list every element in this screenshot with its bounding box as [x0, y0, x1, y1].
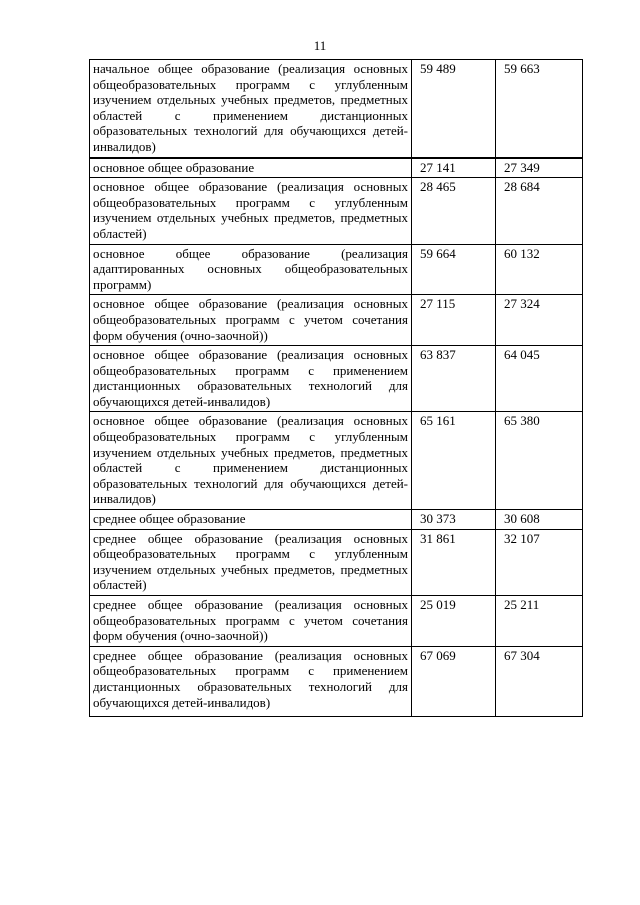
- table-body: [90, 60, 583, 717]
- row-value-1: 27 141: [412, 158, 496, 178]
- row-value-1: 27 115: [412, 295, 496, 346]
- row-value-1: 59 489: [412, 60, 496, 158]
- row-description: среднее общее образование (реализация основных общеобразовательных программ с применением дистанционных образовательных технологий для обучающихся детей-инвалидов): [90, 646, 412, 716]
- row-value-1: 67 069: [412, 646, 496, 716]
- row-value-1: 63 837: [412, 346, 496, 412]
- row-value-2: 32 107: [496, 529, 583, 595]
- row-value-1: 30 373: [412, 510, 496, 530]
- table-row: [90, 158, 583, 178]
- table-row: [90, 346, 583, 412]
- row-value-1: 31 861: [412, 529, 496, 595]
- row-value-1: 25 019: [412, 596, 496, 647]
- row-value-1: 28 465: [412, 178, 496, 244]
- table-row: [90, 412, 583, 510]
- row-description: среднее общее образование (реализация основных общеобразовательных программ с углубленным изучением отдельных учебных предметов, предметных областей): [90, 529, 412, 595]
- row-value-2: 64 045: [496, 346, 583, 412]
- row-value-1: 65 161: [412, 412, 496, 510]
- table-row: [90, 178, 583, 244]
- table-row: [90, 244, 583, 295]
- row-description: основное общее образование (реализация основных общеобразовательных программ с углубленным изучением отдельных учебных предметов, предметных областей): [90, 178, 412, 244]
- row-value-2: 30 608: [496, 510, 583, 530]
- row-description: основное общее образование: [90, 158, 412, 178]
- table-row: [90, 510, 583, 530]
- table-row: [90, 596, 583, 647]
- row-description: основное общее образование (реализация основных общеобразовательных программ с углубленным изучением отдельных учебных предметов, предметных областей с применением дистанционных образовательных технологий для обучающихся детей-инвалидов): [90, 412, 412, 510]
- row-description: среднее общее образование (реализация основных общеобразовательных программ с учетом сочетания форм обучения (очно-заочной)): [90, 596, 412, 647]
- row-value-2: 27 349: [496, 158, 583, 178]
- table-row: [90, 295, 583, 346]
- row-value-2: 59 663: [496, 60, 583, 158]
- row-description: среднее общее образование: [90, 510, 412, 530]
- row-description: основное общее образование (реализация адаптированных основных общеобразовательных программ): [90, 244, 412, 295]
- row-value-2: 28 684: [496, 178, 583, 244]
- row-value-1: 59 664: [412, 244, 496, 295]
- row-description: основное общее образование (реализация основных общеобразовательных программ с применением дистанционных образовательных технологий для обучающихся детей-инвалидов): [90, 346, 412, 412]
- table-row: [90, 60, 583, 158]
- cost-table: [89, 59, 583, 717]
- row-description: основное общее образование (реализация основных общеобразовательных программ с учетом сочетания форм обучения (очно-заочной)): [90, 295, 412, 346]
- table-row: [90, 646, 583, 716]
- row-value-2: 60 132: [496, 244, 583, 295]
- page-number: 11: [313, 38, 327, 53]
- row-value-2: 25 211: [496, 596, 583, 647]
- row-value-2: 27 324: [496, 295, 583, 346]
- table-row: [90, 529, 583, 595]
- row-description: начальное общее образование (реализация основных общеобразовательных программ с углубленным изучением отдельных учебных предметов, предметных областей с применением дистанционных образовательных технологий для обучающихся детей-инвалидов): [90, 60, 412, 158]
- row-value-2: 67 304: [496, 646, 583, 716]
- row-value-2: 65 380: [496, 412, 583, 510]
